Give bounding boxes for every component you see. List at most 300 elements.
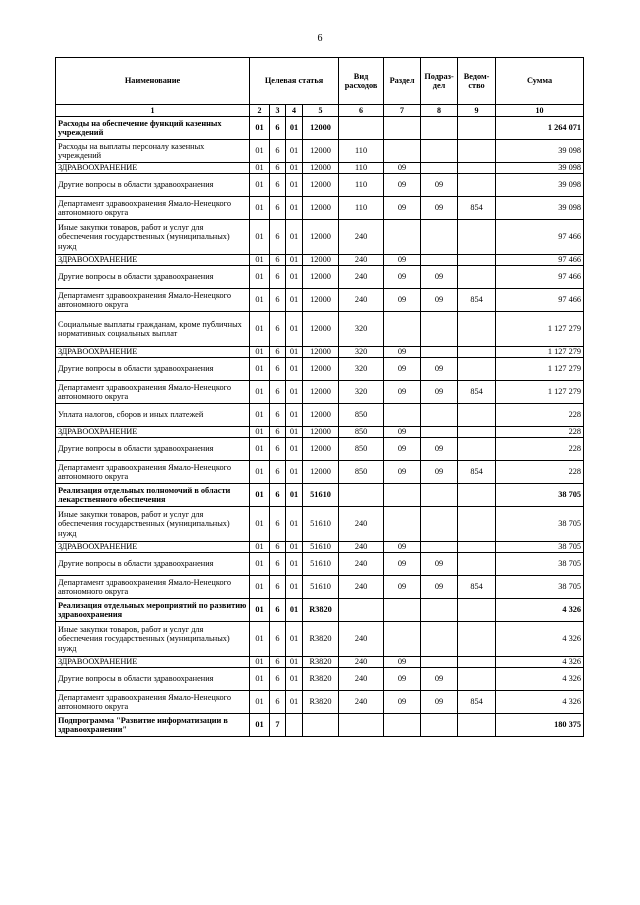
row-amount: 39 098 bbox=[496, 140, 584, 163]
row-expense-type: 240 bbox=[339, 255, 384, 266]
row-name: Другие вопросы в области здравоохранения bbox=[56, 174, 250, 197]
row-name: Социальные выплаты гражданам, кроме публичных нормативных социальных выплат bbox=[56, 312, 250, 347]
column-number: 5 bbox=[303, 105, 339, 117]
row-name: Уплата налогов, сборов и иных платежей bbox=[56, 404, 250, 427]
row-amount: 38 705 bbox=[496, 507, 584, 542]
row-expense-type: 240 bbox=[339, 657, 384, 668]
row-subsection bbox=[421, 220, 458, 255]
row-target-part-1: 01 bbox=[250, 622, 270, 657]
row-target-part-4: 12000 bbox=[303, 220, 339, 255]
row-target-part-2: 6 bbox=[270, 668, 286, 691]
header-department: Ведом- ство bbox=[458, 58, 496, 105]
row-target-part-1: 01 bbox=[250, 484, 270, 507]
row-target-part-2: 6 bbox=[270, 255, 286, 266]
table-row bbox=[56, 576, 584, 599]
row-amount: 1 127 279 bbox=[496, 312, 584, 347]
row-target-part-3: 01 bbox=[286, 507, 303, 542]
row-name: Реализация отдельных мероприятий по развитию здравоохранения bbox=[56, 599, 250, 622]
header-subsection: Подраз- дел bbox=[421, 58, 458, 105]
row-name: Департамент здравоохранения Ямало-Ненецкого автономного округа bbox=[56, 197, 250, 220]
row-section: 09 bbox=[384, 197, 421, 220]
row-section: 09 bbox=[384, 576, 421, 599]
row-target-part-4: 12000 bbox=[303, 358, 339, 381]
table-row bbox=[56, 117, 584, 140]
row-subsection bbox=[421, 714, 458, 737]
row-name: ЗДРАВООХРАНЕНИЕ bbox=[56, 347, 250, 358]
row-section bbox=[384, 312, 421, 347]
column-number: 8 bbox=[421, 105, 458, 117]
row-target-part-1: 01 bbox=[250, 220, 270, 255]
row-expense-type: 850 bbox=[339, 461, 384, 484]
row-target-part-4: R3820 bbox=[303, 657, 339, 668]
row-target-part-4: 51610 bbox=[303, 576, 339, 599]
table-row bbox=[56, 289, 584, 312]
table-row bbox=[56, 163, 584, 174]
budget-table bbox=[55, 57, 584, 737]
row-expense-type: 240 bbox=[339, 553, 384, 576]
table-row bbox=[56, 657, 584, 668]
column-number: 2 bbox=[250, 105, 270, 117]
page-number: 6 bbox=[317, 33, 323, 44]
row-target-part-4: R3820 bbox=[303, 691, 339, 714]
row-amount: 228 bbox=[496, 427, 584, 438]
row-subsection bbox=[421, 427, 458, 438]
row-amount: 228 bbox=[496, 438, 584, 461]
row-department bbox=[458, 714, 496, 737]
row-department bbox=[458, 312, 496, 347]
table-row bbox=[56, 714, 584, 737]
row-department bbox=[458, 404, 496, 427]
row-expense-type: 110 bbox=[339, 174, 384, 197]
row-target-part-2: 6 bbox=[270, 347, 286, 358]
row-subsection: 09 bbox=[421, 266, 458, 289]
row-target-part-3: 01 bbox=[286, 461, 303, 484]
row-target-part-3: 01 bbox=[286, 220, 303, 255]
row-name: Департамент здравоохранения Ямало-Ненецкого автономного округа bbox=[56, 461, 250, 484]
table-row bbox=[56, 668, 584, 691]
row-amount: 1 127 279 bbox=[496, 381, 584, 404]
row-target-part-4: 12000 bbox=[303, 140, 339, 163]
row-target-part-3 bbox=[286, 714, 303, 737]
row-target-part-1: 01 bbox=[250, 404, 270, 427]
row-amount: 1 264 071 bbox=[496, 117, 584, 140]
column-numbers-row bbox=[56, 105, 584, 117]
row-amount: 97 466 bbox=[496, 255, 584, 266]
row-target-part-4: 51610 bbox=[303, 507, 339, 542]
row-subsection bbox=[421, 484, 458, 507]
row-target-part-2: 6 bbox=[270, 438, 286, 461]
row-department bbox=[458, 266, 496, 289]
row-expense-type: 110 bbox=[339, 140, 384, 163]
row-expense-type: 320 bbox=[339, 347, 384, 358]
row-target-part-3: 01 bbox=[286, 117, 303, 140]
row-section bbox=[384, 220, 421, 255]
row-section: 09 bbox=[384, 438, 421, 461]
row-target-part-3: 01 bbox=[286, 691, 303, 714]
row-target-part-3: 01 bbox=[286, 668, 303, 691]
row-name: Другие вопросы в области здравоохранения bbox=[56, 266, 250, 289]
row-target-part-3: 01 bbox=[286, 599, 303, 622]
row-target-part-4: 12000 bbox=[303, 289, 339, 312]
row-section bbox=[384, 404, 421, 427]
row-target-part-2: 6 bbox=[270, 163, 286, 174]
header-name: Наименование bbox=[56, 58, 250, 105]
row-section bbox=[384, 117, 421, 140]
row-department: 854 bbox=[458, 691, 496, 714]
row-amount: 4 326 bbox=[496, 599, 584, 622]
row-target-part-4: 12000 bbox=[303, 404, 339, 427]
row-target-part-2: 6 bbox=[270, 599, 286, 622]
row-department bbox=[458, 507, 496, 542]
row-expense-type: 240 bbox=[339, 691, 384, 714]
row-target-part-2: 6 bbox=[270, 553, 286, 576]
row-department bbox=[458, 438, 496, 461]
row-subsection: 09 bbox=[421, 174, 458, 197]
row-subsection bbox=[421, 622, 458, 657]
row-target-part-1: 01 bbox=[250, 163, 270, 174]
row-department bbox=[458, 117, 496, 140]
row-department: 854 bbox=[458, 197, 496, 220]
row-target-part-2: 6 bbox=[270, 542, 286, 553]
row-expense-type bbox=[339, 599, 384, 622]
row-target-part-1: 01 bbox=[250, 358, 270, 381]
row-name: Подпрограмма "Развитие информатизации в здравоохранении" bbox=[56, 714, 250, 737]
row-target-part-4: 12000 bbox=[303, 255, 339, 266]
column-number: 3 bbox=[270, 105, 286, 117]
row-target-part-4: 12000 bbox=[303, 438, 339, 461]
row-target-part-2: 6 bbox=[270, 266, 286, 289]
row-subsection: 09 bbox=[421, 576, 458, 599]
row-target-part-3: 01 bbox=[286, 657, 303, 668]
row-section: 09 bbox=[384, 657, 421, 668]
row-subsection bbox=[421, 657, 458, 668]
row-section: 09 bbox=[384, 255, 421, 266]
table-row bbox=[56, 438, 584, 461]
row-section bbox=[384, 484, 421, 507]
row-subsection bbox=[421, 255, 458, 266]
row-expense-type: 240 bbox=[339, 220, 384, 255]
row-target-part-2: 7 bbox=[270, 714, 286, 737]
row-target-part-4: 12000 bbox=[303, 266, 339, 289]
row-subsection bbox=[421, 163, 458, 174]
row-expense-type: 110 bbox=[339, 197, 384, 220]
row-amount: 38 705 bbox=[496, 553, 584, 576]
row-subsection: 09 bbox=[421, 381, 458, 404]
row-department bbox=[458, 174, 496, 197]
row-subsection bbox=[421, 404, 458, 427]
row-target-part-1: 01 bbox=[250, 174, 270, 197]
row-name: Департамент здравоохранения Ямало-Ненецкого автономного округа bbox=[56, 381, 250, 404]
table-row bbox=[56, 197, 584, 220]
row-expense-type: 240 bbox=[339, 622, 384, 657]
row-section bbox=[384, 622, 421, 657]
row-target-part-4: 12000 bbox=[303, 427, 339, 438]
row-target-part-4 bbox=[303, 714, 339, 737]
table-row bbox=[56, 404, 584, 427]
row-target-part-4: R3820 bbox=[303, 599, 339, 622]
row-department bbox=[458, 553, 496, 576]
table-row bbox=[56, 266, 584, 289]
table-row bbox=[56, 312, 584, 347]
row-department bbox=[458, 140, 496, 163]
row-name: ЗДРАВООХРАНЕНИЕ bbox=[56, 657, 250, 668]
row-name: ЗДРАВООХРАНЕНИЕ bbox=[56, 163, 250, 174]
row-section: 09 bbox=[384, 163, 421, 174]
row-subsection bbox=[421, 347, 458, 358]
table-body bbox=[56, 117, 584, 737]
row-department bbox=[458, 427, 496, 438]
row-amount: 38 705 bbox=[496, 484, 584, 507]
row-amount: 4 326 bbox=[496, 668, 584, 691]
row-target-part-2: 6 bbox=[270, 691, 286, 714]
row-expense-type: 240 bbox=[339, 289, 384, 312]
row-target-part-4: 51610 bbox=[303, 542, 339, 553]
row-expense-type: 240 bbox=[339, 507, 384, 542]
row-target-part-2: 6 bbox=[270, 140, 286, 163]
table-row bbox=[56, 542, 584, 553]
row-expense-type: 320 bbox=[339, 381, 384, 404]
table-row bbox=[56, 553, 584, 576]
row-subsection: 09 bbox=[421, 197, 458, 220]
row-amount: 97 466 bbox=[496, 289, 584, 312]
row-subsection: 09 bbox=[421, 358, 458, 381]
row-name: Расходы на обеспечение функций казенных учреждений bbox=[56, 117, 250, 140]
row-target-part-4: 12000 bbox=[303, 312, 339, 347]
row-target-part-2: 6 bbox=[270, 289, 286, 312]
row-expense-type bbox=[339, 484, 384, 507]
row-target-part-2: 6 bbox=[270, 461, 286, 484]
row-target-part-1: 01 bbox=[250, 289, 270, 312]
row-amount: 97 466 bbox=[496, 266, 584, 289]
column-number: 6 bbox=[339, 105, 384, 117]
row-expense-type: 240 bbox=[339, 542, 384, 553]
row-department bbox=[458, 599, 496, 622]
row-section: 09 bbox=[384, 347, 421, 358]
column-number: 1 bbox=[56, 105, 250, 117]
row-target-part-2: 6 bbox=[270, 220, 286, 255]
row-expense-type: 110 bbox=[339, 163, 384, 174]
row-section: 09 bbox=[384, 289, 421, 312]
row-section: 09 bbox=[384, 668, 421, 691]
table-row bbox=[56, 140, 584, 163]
row-subsection: 09 bbox=[421, 668, 458, 691]
row-target-part-3: 01 bbox=[286, 553, 303, 576]
row-target-part-1: 01 bbox=[250, 668, 270, 691]
row-target-part-4: 51610 bbox=[303, 484, 339, 507]
row-section: 09 bbox=[384, 542, 421, 553]
row-subsection bbox=[421, 312, 458, 347]
row-name: Другие вопросы в области здравоохранения bbox=[56, 438, 250, 461]
row-subsection: 09 bbox=[421, 289, 458, 312]
header-target-article: Целевая статья bbox=[250, 58, 339, 105]
row-amount: 4 326 bbox=[496, 657, 584, 668]
row-subsection: 09 bbox=[421, 438, 458, 461]
row-amount: 4 326 bbox=[496, 622, 584, 657]
row-section: 09 bbox=[384, 553, 421, 576]
row-department bbox=[458, 163, 496, 174]
row-department bbox=[458, 220, 496, 255]
table-row bbox=[56, 255, 584, 266]
row-amount: 39 098 bbox=[496, 174, 584, 197]
row-target-part-3: 01 bbox=[286, 312, 303, 347]
row-target-part-1: 01 bbox=[250, 576, 270, 599]
column-number: 10 bbox=[496, 105, 584, 117]
row-target-part-1: 01 bbox=[250, 438, 270, 461]
row-target-part-3: 01 bbox=[286, 140, 303, 163]
row-target-part-2: 6 bbox=[270, 576, 286, 599]
row-target-part-3: 01 bbox=[286, 255, 303, 266]
row-expense-type: 850 bbox=[339, 438, 384, 461]
row-section: 09 bbox=[384, 381, 421, 404]
row-target-part-3: 01 bbox=[286, 289, 303, 312]
row-section bbox=[384, 599, 421, 622]
row-section: 09 bbox=[384, 358, 421, 381]
row-subsection: 09 bbox=[421, 553, 458, 576]
row-target-part-4: 12000 bbox=[303, 117, 339, 140]
row-target-part-2: 6 bbox=[270, 312, 286, 347]
header-amount: Сумма bbox=[496, 58, 584, 105]
row-name: Иные закупки товаров, работ и услуг для обеспечения государственных (муниципальных) нужд bbox=[56, 622, 250, 657]
row-expense-type bbox=[339, 117, 384, 140]
row-target-part-4: 12000 bbox=[303, 347, 339, 358]
row-target-part-3: 01 bbox=[286, 347, 303, 358]
row-target-part-4: 12000 bbox=[303, 381, 339, 404]
row-expense-type: 320 bbox=[339, 358, 384, 381]
row-amount: 97 466 bbox=[496, 220, 584, 255]
row-section bbox=[384, 507, 421, 542]
column-number: 7 bbox=[384, 105, 421, 117]
row-target-part-1: 01 bbox=[250, 140, 270, 163]
row-target-part-1: 01 bbox=[250, 266, 270, 289]
row-target-part-3: 01 bbox=[286, 266, 303, 289]
column-number: 9 bbox=[458, 105, 496, 117]
row-department bbox=[458, 668, 496, 691]
row-section: 09 bbox=[384, 461, 421, 484]
row-target-part-1: 01 bbox=[250, 461, 270, 484]
row-amount: 4 326 bbox=[496, 691, 584, 714]
row-target-part-1: 01 bbox=[250, 255, 270, 266]
row-name: Департамент здравоохранения Ямало-Ненецкого автономного округа bbox=[56, 576, 250, 599]
row-target-part-1: 01 bbox=[250, 599, 270, 622]
row-target-part-1: 01 bbox=[250, 312, 270, 347]
row-target-part-2: 6 bbox=[270, 622, 286, 657]
table-row bbox=[56, 427, 584, 438]
row-section: 09 bbox=[384, 266, 421, 289]
row-department bbox=[458, 484, 496, 507]
row-target-part-2: 6 bbox=[270, 484, 286, 507]
row-target-part-2: 6 bbox=[270, 404, 286, 427]
row-expense-type: 240 bbox=[339, 668, 384, 691]
row-department bbox=[458, 622, 496, 657]
table-row bbox=[56, 507, 584, 542]
row-target-part-4: 12000 bbox=[303, 163, 339, 174]
row-target-part-4: R3820 bbox=[303, 622, 339, 657]
row-name: Департамент здравоохранения Ямало-Ненецкого автономного округа bbox=[56, 691, 250, 714]
row-subsection: 09 bbox=[421, 461, 458, 484]
row-target-part-4: R3820 bbox=[303, 668, 339, 691]
row-expense-type: 240 bbox=[339, 266, 384, 289]
table-row bbox=[56, 220, 584, 255]
row-target-part-1: 01 bbox=[250, 542, 270, 553]
row-target-part-3: 01 bbox=[286, 484, 303, 507]
row-name: ЗДРАВООХРАНЕНИЕ bbox=[56, 255, 250, 266]
row-name: Департамент здравоохранения Ямало-Ненецкого автономного округа bbox=[56, 289, 250, 312]
row-name: Другие вопросы в области здравоохранения bbox=[56, 358, 250, 381]
row-name: ЗДРАВООХРАНЕНИЕ bbox=[56, 542, 250, 553]
row-amount: 1 127 279 bbox=[496, 347, 584, 358]
row-target-part-1: 01 bbox=[250, 347, 270, 358]
row-target-part-1: 01 bbox=[250, 657, 270, 668]
row-section: 09 bbox=[384, 427, 421, 438]
row-target-part-4: 12000 bbox=[303, 197, 339, 220]
row-target-part-1: 01 bbox=[250, 691, 270, 714]
row-department: 854 bbox=[458, 289, 496, 312]
row-target-part-3: 01 bbox=[286, 438, 303, 461]
row-section bbox=[384, 140, 421, 163]
header-row bbox=[56, 58, 584, 105]
row-subsection: 09 bbox=[421, 691, 458, 714]
row-target-part-1: 01 bbox=[250, 117, 270, 140]
row-department bbox=[458, 542, 496, 553]
table-row bbox=[56, 691, 584, 714]
row-target-part-3: 01 bbox=[286, 358, 303, 381]
row-department bbox=[458, 347, 496, 358]
row-target-part-3: 01 bbox=[286, 622, 303, 657]
row-name: Другие вопросы в области здравоохранения bbox=[56, 668, 250, 691]
row-department bbox=[458, 657, 496, 668]
row-target-part-1: 01 bbox=[250, 714, 270, 737]
row-subsection bbox=[421, 140, 458, 163]
header-expense-type: Вид расходов bbox=[339, 58, 384, 105]
row-name: Расходы на выплаты персоналу казенных учреждений bbox=[56, 140, 250, 163]
table-row bbox=[56, 484, 584, 507]
row-target-part-1: 01 bbox=[250, 427, 270, 438]
row-target-part-1: 01 bbox=[250, 507, 270, 542]
row-section: 09 bbox=[384, 174, 421, 197]
row-department: 854 bbox=[458, 381, 496, 404]
row-target-part-2: 6 bbox=[270, 117, 286, 140]
row-target-part-1: 01 bbox=[250, 197, 270, 220]
row-amount: 38 705 bbox=[496, 576, 584, 599]
row-subsection bbox=[421, 507, 458, 542]
row-target-part-4: 51610 bbox=[303, 553, 339, 576]
row-department bbox=[458, 358, 496, 381]
row-amount: 228 bbox=[496, 404, 584, 427]
row-amount: 39 098 bbox=[496, 197, 584, 220]
row-target-part-3: 01 bbox=[286, 174, 303, 197]
row-target-part-4: 12000 bbox=[303, 174, 339, 197]
table-row bbox=[56, 461, 584, 484]
row-amount: 1 127 279 bbox=[496, 358, 584, 381]
row-target-part-2: 6 bbox=[270, 427, 286, 438]
row-target-part-2: 6 bbox=[270, 174, 286, 197]
row-target-part-2: 6 bbox=[270, 381, 286, 404]
row-target-part-4: 12000 bbox=[303, 461, 339, 484]
row-expense-type bbox=[339, 714, 384, 737]
row-section: 09 bbox=[384, 691, 421, 714]
row-expense-type: 320 bbox=[339, 312, 384, 347]
row-amount: 39 098 bbox=[496, 163, 584, 174]
row-target-part-3: 01 bbox=[286, 404, 303, 427]
row-amount: 38 705 bbox=[496, 542, 584, 553]
row-target-part-3: 01 bbox=[286, 576, 303, 599]
row-subsection bbox=[421, 599, 458, 622]
row-target-part-2: 6 bbox=[270, 657, 286, 668]
row-target-part-1: 01 bbox=[250, 553, 270, 576]
row-target-part-2: 6 bbox=[270, 197, 286, 220]
table-row bbox=[56, 381, 584, 404]
row-department: 854 bbox=[458, 576, 496, 599]
